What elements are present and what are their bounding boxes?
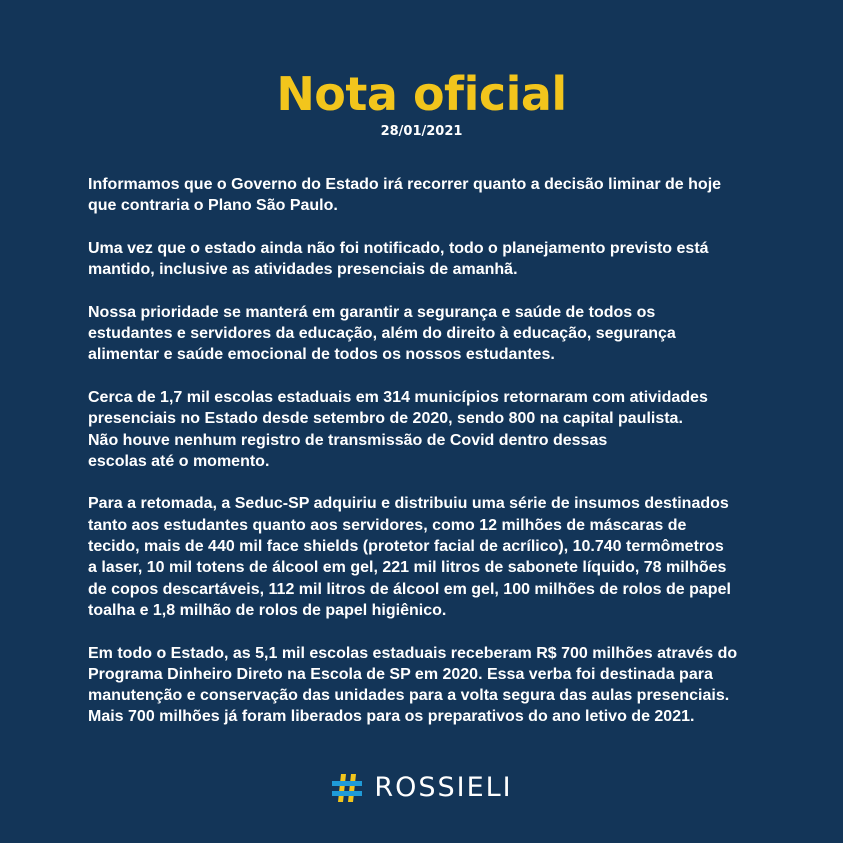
text-line: Programa Dinheiro Direto na Escola de SP em 2020. Essa verba foi destinada para [88,665,713,683]
note-body [88,174,768,749]
text-line: de copos descartáveis, 112 mil litros de álcool em gel, 100 milhões de rolos de papel [88,580,731,598]
text-line: Em todo o Estado, as 5,1 mil escolas estaduais receberam R$ 700 milhões através do [88,644,738,662]
paragraph-1 [88,174,768,217]
paragraph-6 [88,643,768,728]
paragraph-2 [88,238,768,281]
brand-name: ROSSIELI [374,772,513,803]
hashtag-icon [330,771,364,805]
brand-signature [0,766,843,810]
text-line: manutenção e conservação das unidades para a volta segura das aulas presenciais. [88,687,730,705]
text-line: Nossa prioridade se manterá em garantir a segurança e saúde de todos os [88,303,656,321]
paragraph-3 [88,302,768,366]
text-line: que contraria o Plano São Paulo. [88,197,338,215]
text-line: tecido, mais de 440 mil face shields (protetor facial de acrílico), 10.740 termômetros [88,538,724,556]
date-label: 28/01/2021 [380,124,463,139]
text-line: escolas até o momento. [88,452,270,470]
text-line: alimentar e saúde emocional de todos os nossos estudantes. [88,346,555,364]
text-line: presenciais no Estado desde setembro de 2020, sendo 800 na capital paulista. [88,410,683,428]
page-title: Nota oficial [276,67,567,121]
text-line: Informamos que o Governo do Estado irá recorrer quanto a decisão liminar de hoje [88,176,722,193]
text-line: a laser, 10 mil totens de álcool em gel, 221 mil litros de sabonete líquido, 78 milhões [88,559,727,577]
text-line: Para a retomada, a Seduc-SP adquiriu e distribuiu uma série de insumos destinados [88,495,729,513]
text-line: tanto aos estudantes quanto aos servidores, como 12 milhões de máscaras de [88,516,687,534]
text-line: Mais 700 milhões já foram liberados para os preparativos do ano letivo de 2021. [88,708,695,726]
text-line: toalha e 1,8 milhão de rolos de papel higiênico. [88,601,447,619]
text-line: estudantes e servidores da educação, além do direito à educação, segurança [88,325,676,343]
paragraph-4 [88,387,768,472]
text-line: Não houve nenhum registro de transmissão de Covid dentro dessas [88,431,608,449]
paragraph-5 [88,493,768,621]
text-line: mantido, inclusive as atividades presenciais de amanhã. [88,261,518,279]
text-line: Uma vez que o estado ainda não foi notificado, todo o planejamento previsto está [88,239,709,257]
text-line: Cerca de 1,7 mil escolas estaduais em 314 municípios retornaram com atividades [88,388,708,406]
